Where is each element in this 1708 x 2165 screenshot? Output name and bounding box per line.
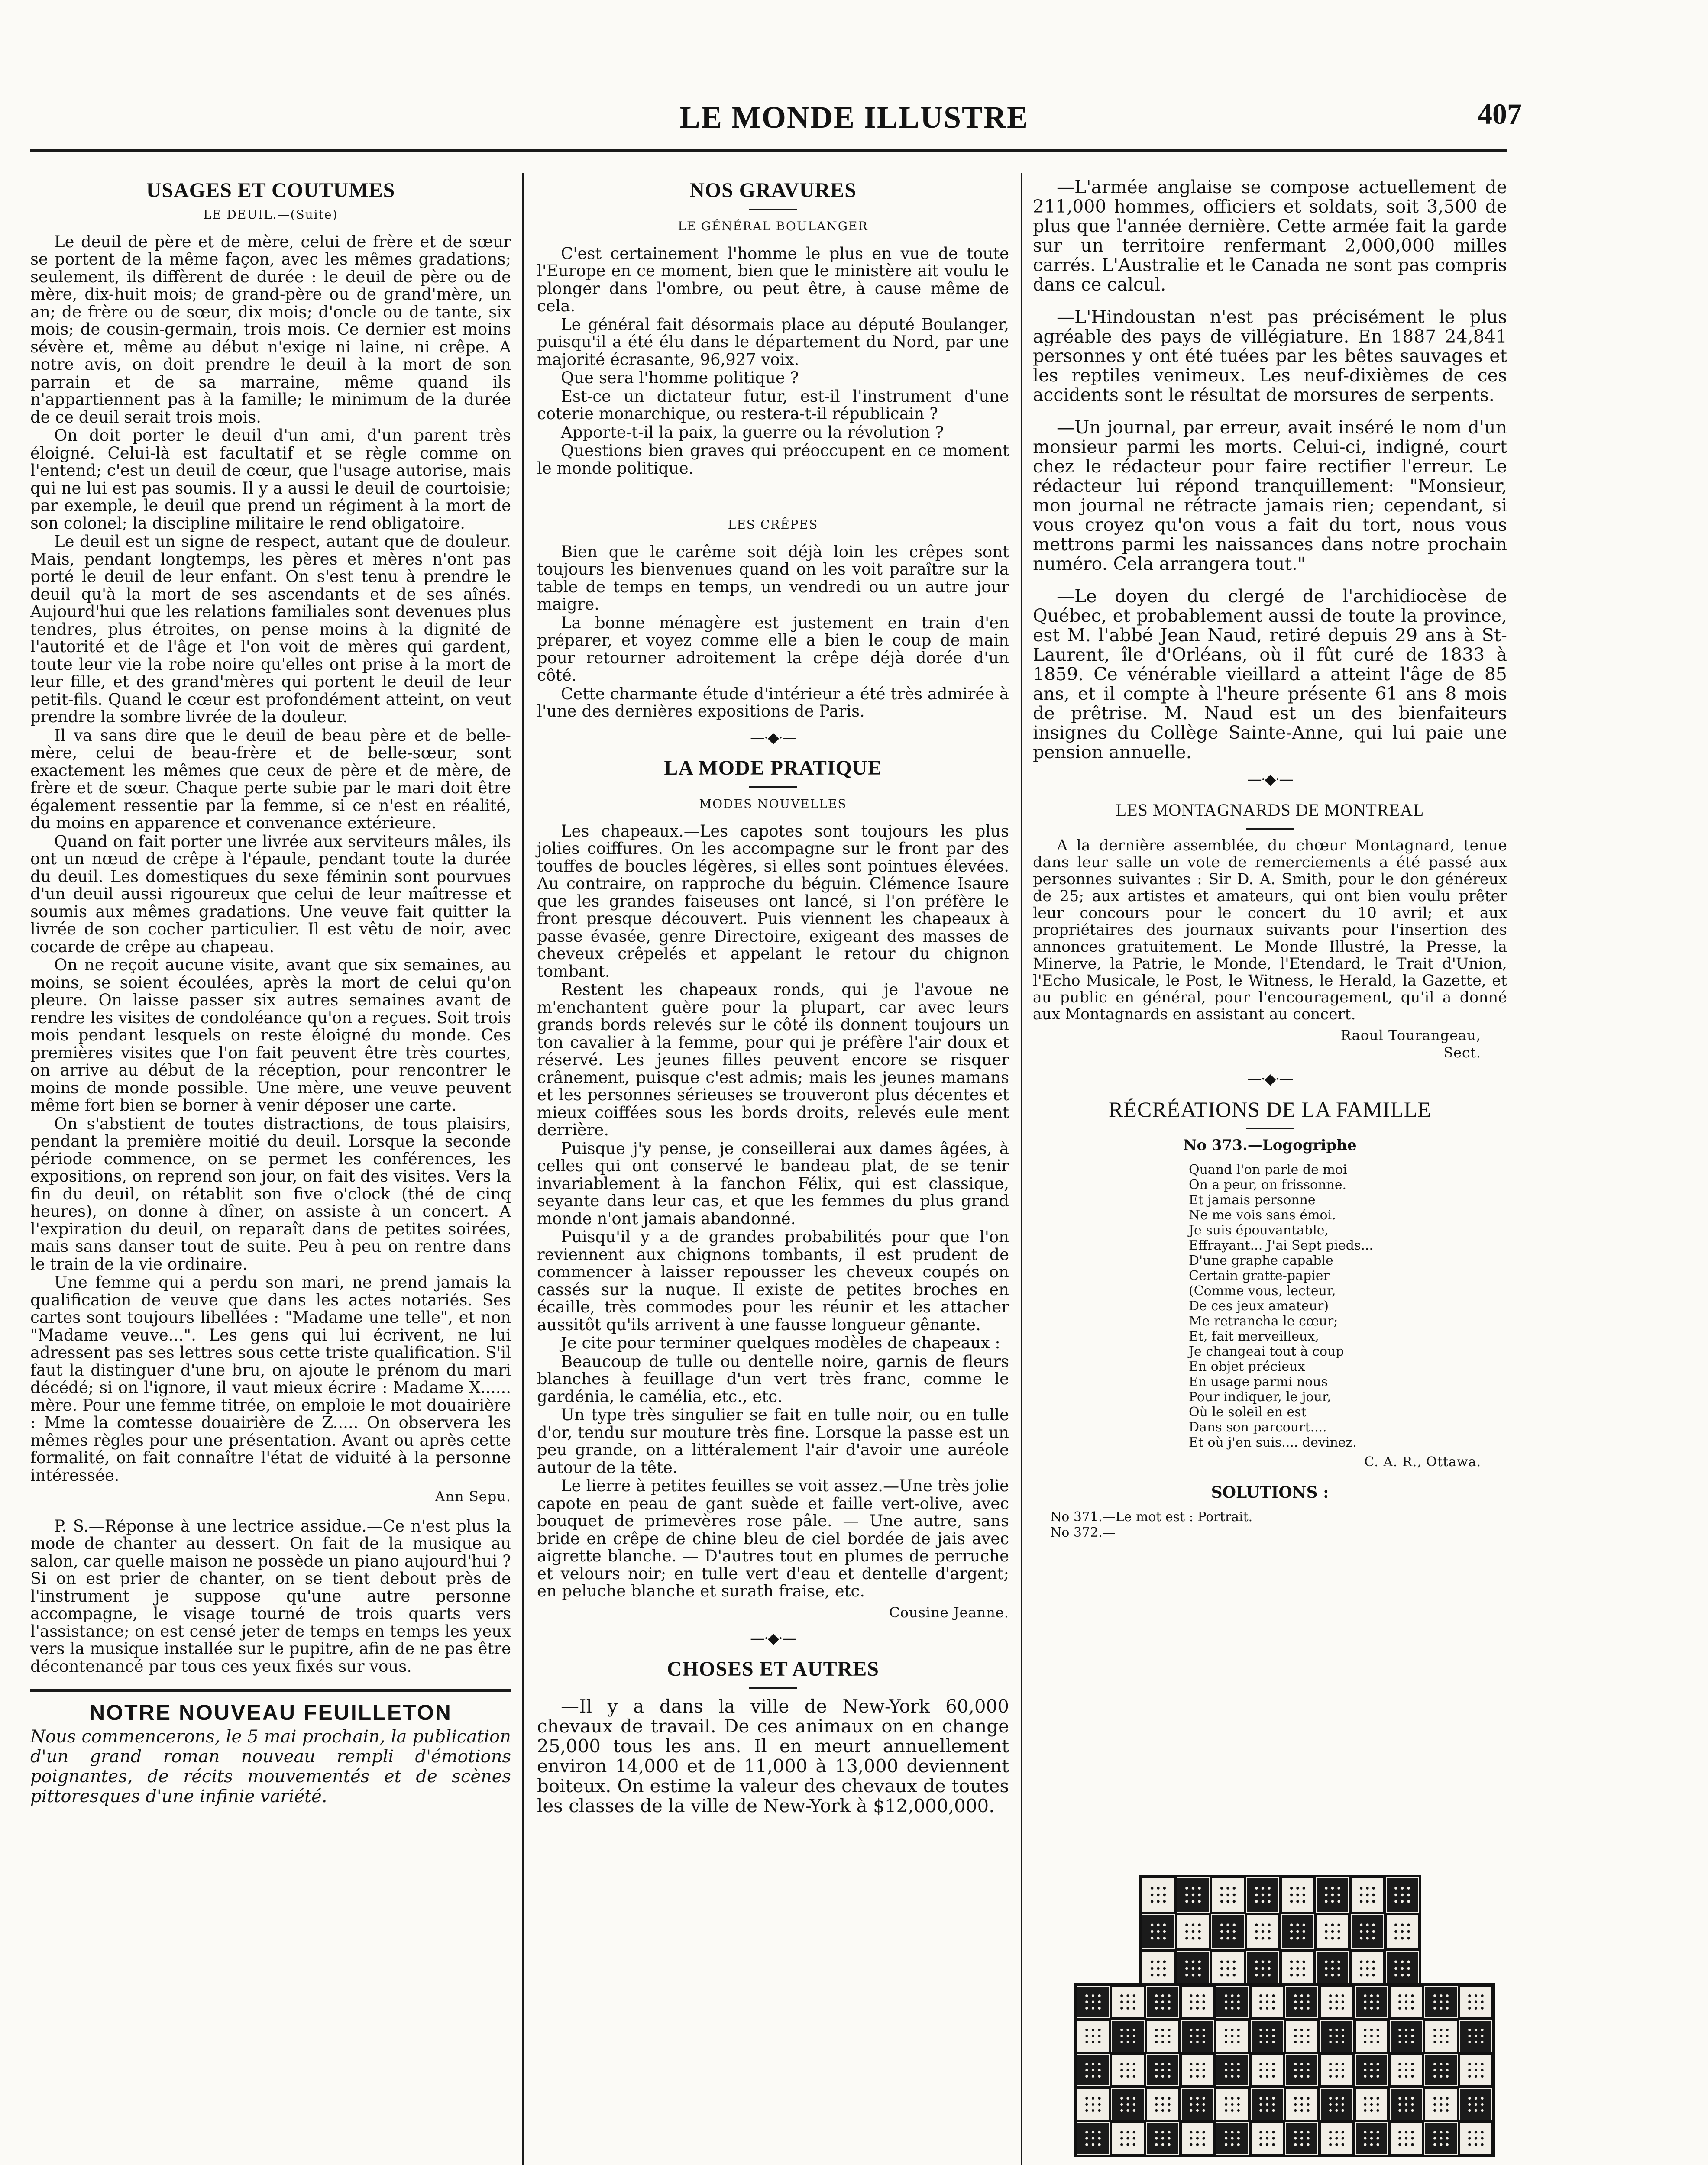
poem-line: Dans son parcourt.... [1189,1419,1327,1435]
domino-cell [1285,2122,1318,2155]
poem-line: En usage parmi nous [1189,1374,1328,1389]
domino-cell [1355,2122,1388,2155]
section-rule [749,1687,797,1689]
domino-cell [1316,1914,1349,1949]
poem-line: On a peur, on frissonne. [1189,1177,1347,1192]
masthead-rule [30,149,1507,152]
domino-cell [1390,2122,1423,2155]
boulanger-paragraph: Est-ce un dictateur futur, est-il l'instrument d'une coterie monarchique, ou restera-t-il républicain ? [537,387,1009,423]
domino-cell [1177,1877,1210,1913]
domino-cell [1211,1877,1245,1913]
poem-line: Et, fait merveilleux, [1189,1328,1319,1344]
domino-cell [1355,2054,1388,2087]
boulanger-paragraph: Que sera l'homme politique ? [561,368,799,387]
mode-signature: Cousine Jeanne. [889,1604,1009,1621]
domino-cell [1077,2054,1110,2087]
gravures-heading: NOS GRAVURES [689,179,857,202]
usages-paragraph: On s'abstient de toutes distractions, de tous plaisirs, pendant la première moitié du deuil. Lorsque la seconde période commence, on se permet les conférences, les expositions, on reprend son jour, on fait des visites. Vers la fin du deuil, on rétablit son five o'clock (thé de cinq heures), on donne à dîner, on assiste à un concert. A l'expiration du deuil, on reparaît dans de petites soirées, mais sans danser tout de suite. Peu à peu on rentre dans le train de la vie ordinaire. [30,1114,511,1273]
news-paragraph: —Un journal, par erreur, avait inséré le nom d'un monsieur parmi les morts. Celui-ci, indigné, court chez le rédacteur pour faire rectifier l'erreur. Le rédacteur lui répond tranquillement: "Monsieur, mon journal ne rétracte jamais rien; cependant, si vous croyez qu'on vous a fait du tort, nous vous mettrons parmi les naissances dans notre prochain numéro. Cela arrangera tout." [1033,417,1507,574]
news-paragraph: —Le doyen du clergé de l'archidiocèse de Québec, et probablement aussi de toute la province, est M. l'abbé Jean Naud, retiré depuis 29 ans à St-Laurent, île d'Orléans, où il fût curé de 1833 à 1859. Ce vénérable vieillard a atteint l'âge de 85 ans, et il compte à l'heure présente 61 ans 8 mois de prêtrise. M. Naud est un des bienfaiteurs insignes du Collège Sainte-Anne, qui lui paie une pension annuelle. [1033,586,1507,763]
column-divider-1 [522,173,524,2165]
domino-cell [1251,2054,1284,2087]
ornament-divider: —·◆·— [750,729,796,746]
domino-cell [1390,2020,1423,2052]
domino-cell [1246,1877,1280,1913]
domino-cell [1355,2088,1388,2120]
column-3 [1033,178,1507,1541]
domino-cell [1146,1986,1179,2018]
usages-heading: USAGES ET COUTUMES [146,179,395,202]
boulanger-paragraph: Le général fait désormais place au député Boulanger, puisqu'il a été élu dans le département du Nord, par une majorité écrasante, 96,927 voix. [537,315,1009,369]
column-divider-2 [1021,173,1022,2165]
domino-cell [1251,2020,1284,2052]
domino-cell [1424,2054,1457,2087]
poem-line: Je changeai tout à coup [1189,1344,1344,1359]
domino-cell [1177,1951,1210,1986]
poem-line: Quand l'on parle de moi [1189,1162,1347,1177]
feuilleton-heading: NOTRE NOUVEAU FEUILLETON [89,1700,452,1725]
feuilleton-text: Nous commencerons, le 5 mai prochain, la publication d'un grand roman nouveau rempli d'émotions poignantes, de récits mouvementés et de scènes pittoresques d'une infinie variété. [30,1726,511,1806]
domino-cell [1390,1986,1423,2018]
domino-cell [1281,1914,1314,1949]
usages-signature: Ann Sepu. [435,1488,511,1505]
domino-cell [1285,2054,1318,2087]
usages-subheading: LE DEUIL.—(Suite) [203,207,338,222]
mode-paragraph: Le lierre à petites feuilles se voit assez.—Une très jolie capote en peau de gant suède et faille vert-olive, avec bouquet de primevères rose pâle. — Une autre, sans bride en crêpe de chine bleu de ciel bordée de jais avec aigrette blanche. — D'autres tout en plumes de perruche et velours noir; en tulle vert d'eau et dentelle d'argent; en peluche blanche et surath fraise, etc. [537,1477,1009,1600]
domino-cell [1424,2122,1457,2155]
section-rule [749,786,797,788]
domino-cell [1111,2122,1144,2155]
news-paragraph: —L'armée anglaise se compose actuellement de 211,000 hommes, officiers et soldats, soit 3,500 de plus que l'année dernière. Cette armée fait la garde sur un territoire renfermant 2,000,000 milles carrés. L'Australie et le Canada ne sont pas compris dans ce calcul. [1033,177,1507,295]
domino-cell [1351,1951,1384,1986]
poem-line: Pour indiquer, le jour, [1189,1389,1331,1405]
domino-cell [1077,1986,1110,2018]
usages-paragraph: On ne reçoit aucune visite, avant que six semaines, au moins, se soient écoulées, après la mort de celui qu'on pleure. On laisse passer six autres semaines avant de rendre les visites de condoléance qu'on a reçues. Soit trois mois pendant lesquels on reste éloigné du monde. Ces premières visites que l'on fait peuvent être très courtes, on arrive au début de la réception, pour rencontrer le moins de monde possible. Une mère, une veuve peuvent même fort bien se borner à venir déposer une carte. [30,956,511,1115]
domino-grid-top [1139,1875,1421,1988]
usages-paragraph: Le deuil de père et de mère, celui de frère et de sœur se portent de la même façon, avec les mêmes gradations; seulement, ils diffèrent de durée : le deuil de père ou de mère, dix-huit mois; de grand-père ou de grand'mère, un an; de frère ou de sœur, dix mois; d'oncle ou de tante, six mois; de cousin-germain, trois mois. Ce dernier est moins sévère et, même au début n'exige ni laine, ni crêpe. A notre avis, on doit prendre le deuil à la mort de son parrain et de sa marraine, même quand ils n'appartiennent pas à la famille; le minimum de la durée de ce deuil serait trois mois. [30,232,511,427]
domino-cell [1251,2122,1284,2155]
boulanger-paragraph: Apporte-t-il la paix, la guerre ou la révolution ? [561,423,944,442]
domino-cell [1424,2020,1457,2052]
montagnards-paragraph: A la dernière assemblée, du chœur Montagnard, tenue dans leur salle un vote de remerciements a été passé aux personnes suivantes : Sir D. A. Smith, pour le don généreux de 25; aux artistes et amateurs, qui ont bien voulu prêter leur concours pour le concert du 10 avril; et aux propriétaires des journaux suivants pour l'insertion des annonces gratuitement. Le Monde Illustré, la Presse, la Minerve, la Patrie, le Monde, l'Etendard, le Trait d'Union, l'Echo Musicale, le Post, le Witness, le Herald, la Gazette, et au public en général, pour l'encouragement, qu'il a donné aux Montagnards en assistant au concert. [1033,837,1507,1023]
mode-heading: LA MODE PRATIQUE [664,756,882,779]
domino-cell [1390,2054,1423,2087]
domino-cell [1424,1986,1457,2018]
domino-cell [1316,1951,1349,1986]
domino-cell [1146,2054,1179,2087]
page-number: 407 [1478,97,1522,130]
usages-paragraph: Le deuil est un signe de respect, autant que de douleur. Mais, pendant longtemps, les pères et mères n'ont pas porté le deuil de leur enfant. On s'est tenu à prendre le deuil qu'à la mort de ses ascendants et de ses aînés. Aujourd'hui que les relations familiales sont devenues plus tendres, plus étroites, on pense moins à la dignité de l'autorité et de l'âge et l'on voit de mères qui gardent, toute leur vie la robe noire qu'elles ont prise à la mort de leur fille, et des grand'mères qui portent le deuil de leur petit-fils. Quand le cœur est profondément atteint, on veut prendre la sombre livrée de la douleur. [30,532,511,726]
domino-cell [1386,1951,1419,1986]
domino-cell [1216,2122,1249,2155]
domino-cell [1211,1951,1245,1986]
domino-cell [1355,2020,1388,2052]
boulanger-paragraph: C'est certainement l'homme le plus en vue de toute l'Europe en ce moment, bien que le ministère ait voulu le plonger dans l'ombre, ou peut être, à cause même de cela. [537,244,1009,315]
poem-line: Effrayant... J'ai Sept pieds... [1189,1238,1373,1253]
section-rule [749,209,797,210]
logogriphe-heading: No 373.—Logogriphe [1183,1137,1357,1154]
domino-cell [1320,1986,1353,2018]
domino-cell [1177,1914,1210,1949]
postscript: P. S.—Réponse à une lectrice assidue.—Ce n'est plus la mode de chanter au dessert. On fait de la musique au salon, car quelle maison ne possède un piano aujourd'hui ? Si on est prier de chanter, on se tient debout près de l'instrument je suppose qu'une autre personne accompagne, le visage tourné de trois quarts vers l'assistance; on est censé jeter de temps en temps les yeux vers la musique installée sur le pupitre, afin de ne pas être décontenancé par tous ces yeux fixés sur vous. [30,1516,511,1676]
masthead [0,97,1708,143]
poem-line: D'une graphe capable [1189,1253,1333,1268]
usages-paragraph: Il va sans dire que le deuil de beau père et de belle-mère, celui de beau-frère et de belle-sœur, sont exactement les mêmes que ceux de père et de mère, de frère et de sœur. Chaque perte subie par le mari doit être également ressentie par la femme, si ce n'est en réalité, du moins en apparence et convenance extérieure. [30,726,511,832]
domino-cell [1181,2088,1214,2120]
usages-paragraph: Une femme qui a perdu son mari, ne prend jamais la qualification de veuve que dans les actes notariés. Ses cartes sont toujours libellées : "Madame une telle", et non "Madame veuve...". Les gens qui lui écrivent, ne lui adressent pas ses lettres sous cette triste qualification. S'il faut la distinguer d'une bru, on ajoute le prénom du mari décédé; si on l'ignore, il vaut mieux écrire : Madame X...... mère. Pour une femme titrée, on emploie le mot douairière : Mme la comtesse douairière de Z..... On observera les mêmes règles pour une présentation. Avant ou après cette formalité, on fait connaître l'état de viduité à la personne intéressée. [30,1273,511,1485]
domino-cell [1077,2020,1110,2052]
ornament-divider: —·◆·— [1247,1070,1293,1088]
domino-cell [1386,1914,1419,1949]
domino-cell [1111,2088,1144,2120]
domino-cell [1216,2020,1249,2052]
domino-cell [1181,2054,1214,2087]
domino-cell [1216,1986,1249,2018]
domino-cell [1111,2020,1144,2052]
domino-puzzle-figure [1074,1875,1490,2152]
poem-author: C. A. R., Ottawa. [1364,1454,1481,1470]
boulanger-subheading: LE GÉNÉRAL BOULANGER [678,219,868,233]
mode-paragraph: Puisqu'il y a de grandes probabilités pour que l'on reviennent aux chignons tombants, il est prudent de commencer à laisser repousser les cheveux coupés on cassés sur la nuque. Il existe de petites broches en écaille, très commodes pour les réunir et les attacher aussitôt qu'ils arrivent à une fausse longueur gênante. [537,1228,1009,1334]
poem-line: Et où j'en suis.... devinez. [1189,1435,1357,1450]
mode-paragraph: Les chapeaux.—Les capotes sont toujours les plus jolies coiffures. On les accompagne sur le front par des touffes de boucles légères, si elles sont pointues élevées. Au contraire, on rapproche du béguin. Clémence Isaure que les grandes faiseuses ont lancé, si l'on préfère le front presque découvert. Puis viennent les chapeaux à passe évasée, genre Directoire, exigeant des masses de cheveux crêpelés et appelant le retour du chignon tombant. [537,821,1009,981]
poem-line: Et jamais personne [1189,1192,1316,1208]
domino-cell [1077,2122,1110,2155]
mode-paragraph: Je cite pour terminer quelques modèles de chapeaux : [561,1334,1000,1352]
choses-heading: CHOSES ET AUTRES [667,1657,879,1680]
poem-line: Ne me vois sans émoi. [1189,1207,1336,1223]
domino-cell [1459,2054,1492,2087]
domino-cell [1181,2122,1214,2155]
column-2 [537,178,1009,1816]
domino-cell [1316,1877,1349,1913]
newspaper-title: LE MONDE ILLUSTRE [679,100,1029,135]
poem-line: Certain gratte-papier [1189,1268,1330,1283]
montagnards-signature: Raoul Tourangeau, [1340,1027,1481,1044]
poem-line: En objet précieux [1189,1359,1305,1374]
domino-cell [1142,1914,1175,1949]
domino-cell [1211,1914,1245,1949]
usages-paragraph: Quand on fait porter une livrée aux serviteurs mâles, ils ont un nœud de crêpe à l'épaule, pendant toute la durée du deuil. Les domestiques du sexe féminin sont pourvues d'un deuil aussi rigoureux que celui de leur maîtresse et soumis aux mêmes gradations. Une veuve fait quitter la livrée de son cocher particulier. Il est vêtu de noir, avec cocarde de crêpe au chapeau. [30,832,511,956]
mode-subheading: MODES NOUVELLES [699,797,847,811]
domino-cell [1459,2122,1492,2155]
logogriphe-poem [1189,1162,1507,1450]
usages-paragraph: On doit porter le deuil d'un ami, d'un parent très éloigné. Celui-là est facultatif et se règle comme on l'entend; c'est un deuil de cœur, que l'usage autorise, mais qui ne lui est pas soumis. Il y a aussi le deuil de courtoisie; par exemple, le deuil que prend un régiment à la mort de son colonel; la discipline militaire le rend obligatoire. [30,426,511,533]
poem-line: Je suis épouvantable, [1189,1222,1329,1238]
domino-cell [1246,1914,1280,1949]
solution-371: No 371.—Le mot est : Portrait. [1050,1509,1253,1525]
domino-cell [1320,2122,1353,2155]
domino-cell [1285,2020,1318,2052]
domino-cell [1281,1951,1314,1986]
feuilleton-box [30,1689,511,1806]
domino-cell [1459,2088,1492,2120]
mode-paragraph: Puisque j'y pense, je conseillerai aux dames âgées, à celles qui ont conservé le bandeau plat, de se tenir invariablement à la fanchon Félix, qui est classique, seyante dans leur cas, et que les femmes du plus grand monde n'ont jamais abandonné. [537,1139,1009,1228]
solutions-heading: SOLUTIONS : [1211,1483,1329,1502]
domino-cell [1285,2088,1318,2120]
recreations-heading: RÉCRÉATIONS DE LA FAMILLE [1109,1097,1431,1121]
domino-cell [1251,2088,1284,2120]
news-paragraph: —L'Hindoustan n'est pas précisément le plus agréable des pays de villégiature. En 1887 24,841 personnes y ont été tuées par les bêtes sauvages et les reptiles venimeux. Les neuf-dixièmes de ces accidents sont le résultat de morsures de serpents. [1033,307,1507,405]
domino-cell [1281,1877,1314,1913]
mode-paragraph: Beaucoup de tulle ou dentelle noire, garnis de fleurs blanches à feuillage d'un vert très franc, comme le gardénia, le camélia, etc., etc. [537,1352,1009,1406]
domino-cell [1111,1986,1144,2018]
domino-cell [1320,2088,1353,2120]
mode-paragraph: Restent les chapeaux ronds, qui je l'avoue ne m'enchantent guère pour la plupart, car avec leurs grands bords relevés sur le côté ils donnent toujours un ton cavalier à la femme, pour qui je préfère l'air doux et réservé. Les jeunes filles peuvent encore se risquer crânement, puisque c'est admis; mais les jeunes mamans et les personnes sérieuses se trouveront plus décentes et mieux coiffées sous les bords droits, relevés eule ment derrière. [537,980,1009,1139]
domino-cell [1320,2020,1353,2052]
crepes-paragraph: Bien que le carême soit déjà loin les crêpes sont toujours les bienvenues quand on les voit paraître sur la table de temps en temps, un vendredi ou un autre jour maigre. [537,542,1009,614]
poem-line: Où le soleil en est [1189,1404,1307,1420]
domino-cell [1351,1914,1384,1949]
domino-cell [1216,2088,1249,2120]
domino-cell [1251,1986,1284,2018]
domino-cell [1355,1986,1388,2018]
ornament-divider: —·◆·— [750,1630,796,1647]
domino-cell [1424,2088,1457,2120]
poem-line: (Comme vous, lecteur, [1189,1283,1336,1299]
domino-cell [1390,2088,1423,2120]
poem-line: Me retrancha le cœur; [1189,1313,1338,1329]
domino-cell [1077,2088,1110,2120]
domino-grid-bottom [1074,1983,1495,2157]
crepes-paragraph: Cette charmante étude d'intérieur a été très admirée à l'une des dernières expositions de Paris. [537,684,1009,721]
domino-cell [1459,1986,1492,2018]
crepes-heading: LES CRÊPES [728,517,818,532]
domino-cell [1146,2020,1179,2052]
domino-cell [1181,2020,1214,2052]
domino-cell [1351,1877,1384,1913]
mode-paragraph: Un type très singulier se fait en tulle noir, ou en tulle d'or, tendu sur mouture très fine. Lorsque la passe est un peu grande, on a littéralement l'air d'avoir une auréole autour de la tête. [537,1406,1009,1477]
poem-line: De ces jeux amateur) [1189,1298,1329,1314]
ornament-divider: —·◆·— [1247,771,1293,788]
domino-cell [1459,2020,1492,2052]
section-rule [1246,828,1294,830]
domino-cell [1216,2054,1249,2087]
domino-cell [1142,1877,1175,1913]
domino-cell [1146,2088,1179,2120]
montagnards-title: Sect. [1443,1044,1481,1061]
domino-cell [1246,1951,1280,1986]
domino-cell [1146,2122,1179,2155]
domino-cell [1386,1877,1419,1913]
montagnards-heading: LES MONTAGNARDS DE MONTREAL [1116,800,1424,820]
domino-cell [1142,1951,1175,1986]
domino-cell [1181,1986,1214,2018]
column-1 [30,178,511,1806]
solution-372: No 372.— [1050,1525,1116,1540]
crepes-paragraph: La bonne ménagère est justement en train d'en préparer, et voyez comme elle a bien le coup de main pour retourner adroitement la crêpe déjà dorée d'un côté. [537,613,1009,685]
domino-cell [1285,1986,1318,2018]
boulanger-paragraph: Questions bien graves qui préoccupent en ce moment le monde politique. [537,441,1009,478]
section-rule [1246,1128,1294,1129]
domino-cell [1320,2054,1353,2087]
choses-paragraph: —Il y a dans la ville de New-York 60,000 chevaux de travail. De ces animaux on en change 25,000 tous les ans. Il en meurt annuellement environ 14,000 et de 11,000 à 13,000 deviennent boiteux. On estime la valeur des chevaux de toutes les classes de la ville de New-York à $12,000,000. [537,1695,1009,1816]
domino-cell [1111,2054,1144,2087]
